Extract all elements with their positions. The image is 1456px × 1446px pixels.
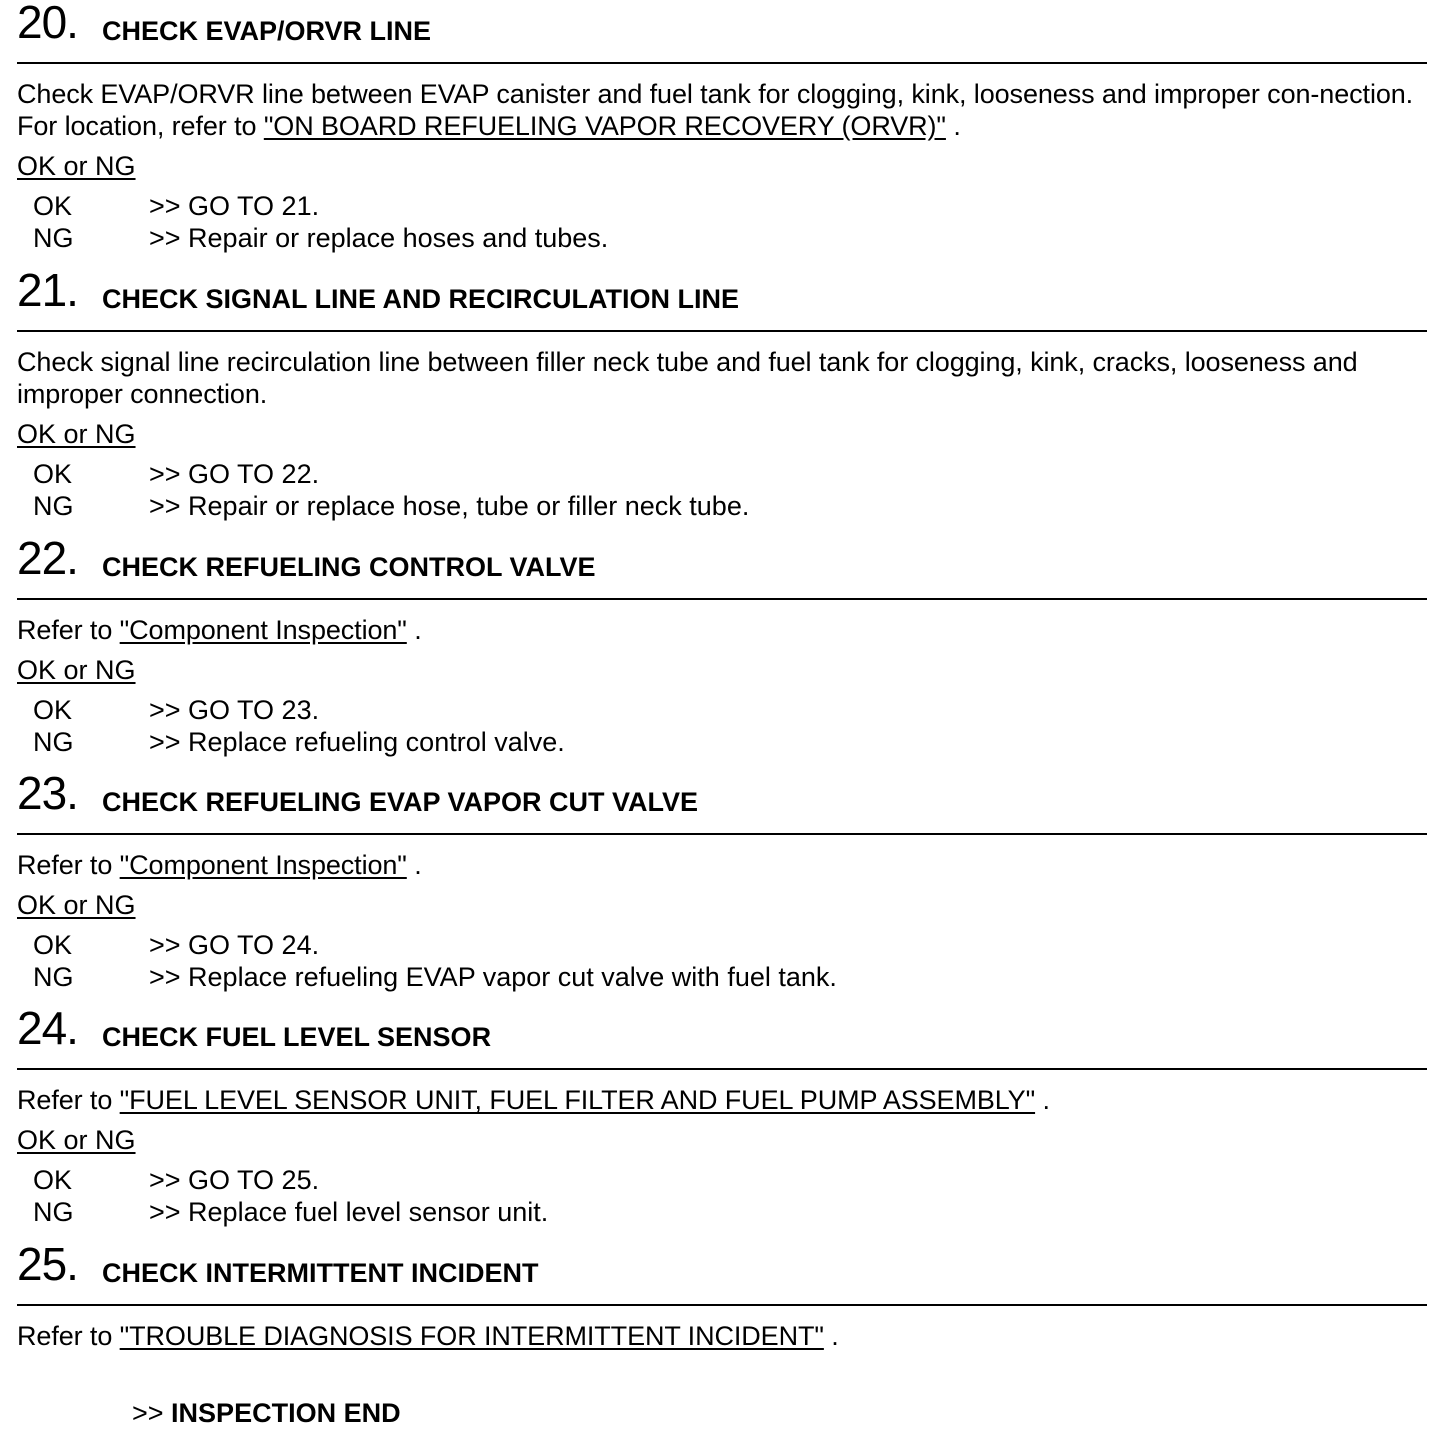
ok-or-ng-heading: OK or NG bbox=[17, 151, 136, 181]
result-ng bbox=[17, 222, 1427, 254]
description-tail: . bbox=[823, 1321, 839, 1351]
end-label: INSPECTION END bbox=[171, 1398, 401, 1428]
description-text: Refer to bbox=[17, 615, 120, 645]
result-ng-label: NG bbox=[33, 1197, 74, 1227]
description-tail: . bbox=[945, 111, 961, 141]
result-list bbox=[17, 1164, 1427, 1228]
result-ng-text: >> Replace refueling EVAP vapor cut valve with fuel tank. bbox=[149, 962, 837, 992]
description-text: Check EVAP/ORVR line between EVAP canister and fuel tank for clogging, kink, looseness and improper con-nection. For location, refer to bbox=[17, 79, 1414, 141]
step-23 bbox=[17, 767, 1427, 993]
result-ng-label: NG bbox=[33, 491, 74, 521]
result-list bbox=[17, 190, 1427, 254]
result-ok-label: OK bbox=[33, 459, 73, 489]
result-ng-text: >> Replace refueling control valve. bbox=[149, 727, 565, 757]
result-ok-text: >> GO TO 25. bbox=[149, 1165, 320, 1195]
description-text: Refer to bbox=[17, 1085, 120, 1115]
result-ng bbox=[17, 1196, 1427, 1228]
step-description bbox=[17, 78, 1427, 142]
result-ok bbox=[17, 458, 1427, 490]
step-title: CHECK INTERMITTENT INCIDENT bbox=[102, 1258, 539, 1288]
result-ng-label: NG bbox=[33, 962, 74, 992]
reference-link[interactable]: "FUEL LEVEL SENSOR UNIT, FUEL FILTER AND FUEL PUMP ASSEMBLY" bbox=[119, 1085, 1036, 1115]
result-ok-text: >> GO TO 23. bbox=[149, 695, 320, 725]
result-ng-label: NG bbox=[33, 727, 74, 757]
step-title: CHECK FUEL LEVEL SENSOR bbox=[102, 1022, 492, 1052]
result-ng-text: >> Repair or replace hoses and tubes. bbox=[149, 223, 609, 253]
result-ok bbox=[17, 1164, 1427, 1196]
step-25 bbox=[17, 1238, 1427, 1352]
result-ok-label: OK bbox=[33, 191, 73, 221]
result-ok-text: >> GO TO 22. bbox=[149, 459, 320, 489]
description-tail: . bbox=[1035, 1085, 1050, 1115]
reference-link[interactable]: "ON BOARD REFUELING VAPOR RECOVERY (ORVR)" bbox=[263, 111, 946, 141]
step-number: 25. bbox=[17, 1238, 78, 1290]
step-header bbox=[17, 767, 1427, 835]
description-text: Refer to bbox=[17, 850, 120, 880]
result-ng-text: >> Replace fuel level sensor unit. bbox=[149, 1197, 549, 1227]
result-list bbox=[17, 929, 1427, 993]
result-ok-label: OK bbox=[33, 1165, 73, 1195]
step-24 bbox=[17, 1002, 1427, 1228]
end-prefix: >> bbox=[132, 1398, 172, 1428]
result-ng bbox=[17, 726, 1427, 758]
result-ok bbox=[17, 929, 1427, 961]
description-text: Refer to bbox=[17, 1321, 120, 1351]
step-title: CHECK REFUELING CONTROL VALVE bbox=[102, 552, 596, 582]
result-ok-text: >> GO TO 24. bbox=[149, 930, 320, 960]
step-number: 21. bbox=[17, 264, 78, 316]
step-22 bbox=[17, 532, 1427, 758]
description-tail: . bbox=[406, 615, 422, 645]
result-list bbox=[17, 458, 1427, 522]
step-description bbox=[17, 1084, 1427, 1116]
step-header bbox=[17, 532, 1427, 600]
step-description bbox=[17, 849, 1427, 881]
step-description bbox=[17, 346, 1427, 410]
result-ok-text: >> GO TO 21. bbox=[149, 191, 320, 221]
step-header bbox=[17, 1002, 1427, 1070]
result-ok-label: OK bbox=[33, 930, 73, 960]
ok-or-ng-heading: OK or NG bbox=[17, 655, 136, 685]
result-ok bbox=[17, 190, 1427, 222]
reference-link[interactable]: "Component Inspection" bbox=[119, 615, 407, 645]
step-number: 22. bbox=[17, 532, 78, 584]
description-text: Check signal line recirculation line between filler neck tube and fuel tank for clogging, kink, cracks, looseness and improper connection. bbox=[17, 347, 1358, 409]
step-title: CHECK SIGNAL LINE AND RECIRCULATION LINE bbox=[102, 284, 740, 314]
step-description bbox=[17, 1320, 1427, 1352]
ok-or-ng-heading: OK or NG bbox=[17, 419, 136, 449]
reference-link[interactable]: "Component Inspection" bbox=[119, 850, 407, 880]
step-header bbox=[17, 264, 1427, 332]
step-number: 24. bbox=[17, 1002, 78, 1054]
step-title: CHECK REFUELING EVAP VAPOR CUT VALVE bbox=[102, 787, 699, 817]
result-ng-text: >> Repair or replace hose, tube or filler neck tube. bbox=[149, 491, 750, 521]
description-tail: . bbox=[406, 850, 422, 880]
result-list bbox=[17, 694, 1427, 758]
step-description bbox=[17, 614, 1427, 646]
result-ng-label: NG bbox=[33, 223, 74, 253]
result-ok-label: OK bbox=[33, 695, 73, 725]
ok-or-ng-heading: OK or NG bbox=[17, 890, 136, 920]
reference-link[interactable]: "TROUBLE DIAGNOSIS FOR INTERMITTENT INCIDENT" bbox=[119, 1321, 824, 1351]
step-20 bbox=[17, 2, 1427, 254]
inspection-end bbox=[132, 1396, 401, 1430]
step-21 bbox=[17, 264, 1427, 522]
result-ok bbox=[17, 694, 1427, 726]
ok-or-ng-heading: OK or NG bbox=[17, 1125, 136, 1155]
step-number: 20. bbox=[17, 0, 78, 48]
step-number: 23. bbox=[17, 767, 78, 819]
result-ng bbox=[17, 961, 1427, 993]
step-header bbox=[17, 1238, 1427, 1306]
step-header bbox=[17, 2, 1427, 64]
step-title: CHECK EVAP/ORVR LINE bbox=[102, 16, 432, 46]
result-ng bbox=[17, 490, 1427, 522]
